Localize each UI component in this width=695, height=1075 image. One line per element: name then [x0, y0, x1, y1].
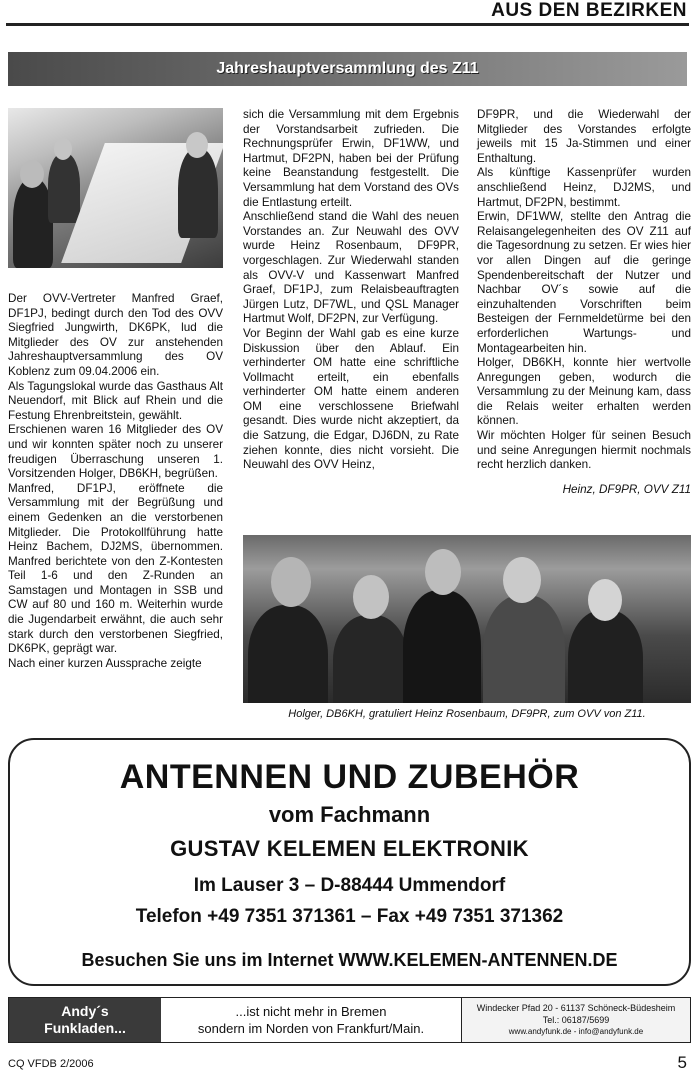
banner-message [161, 998, 461, 1042]
paragraph: DF9PR, und die Wiederwahl der Mitglieder des Vorstandes erfolgte jeweils mit 15 Ja-Stimmen und einer Enthaltung. [477, 108, 691, 165]
ad-headline: ANTENNEN UND ZUBEHÖR [119, 758, 580, 796]
paragraph: sich die Versammlung mit dem Ergebnis der Vorstandsarbeit zufrieden. Die Rechnungsprüfer Erwin, DF1WW, und Hartmut, DF2PN, haben bei der Prüfung keine Beanstandung festgestellt. Die Versammlung hat dem Vorstand des OVs die Entlastung erteilt. [243, 108, 459, 209]
paragraph: Nach einer kurzen Aussprache zeigte [8, 656, 202, 670]
section-title: AUS DEN BEZIRKEN [491, 0, 687, 21]
photo-caption: Holger, DB6KH, gratuliert Heinz Rosenbaum, DF9PR, zum OVV von Z11. [288, 708, 646, 720]
banner-address: Windecker Pfad 20 - 61137 Schöneck-Büdesheim [476, 1003, 676, 1013]
paragraph: Manfred, DF1PJ, eröffnete die Versammlung mit der Begrüßung und einem Gedenken an die verstorbenen Mitglieder. Die Protokollführung hatte Heinz Bachem, DJ2MS, übernommen. Manfred berichtete von den Z-Kontesten Teil 1-6 und den Z-Runden an Samstagen und Montagen in SSB und CW auf 80 und 160 m. Weiterhin wurde die Jugendarbeit erwähnt, die auch sehr stark durch den verstorbenen Siegfried, DK6PK, geprägt war. [8, 481, 223, 656]
article-headline: Jahreshauptversammlung des Z11 [216, 60, 479, 77]
advertisement-box [8, 738, 691, 986]
paragraph: Als künftige Kassenprüfer wurden anschließend Heinz, DJ2MS, und Hartmut, DF2PN, bestimmt. [477, 166, 691, 209]
banner-contact [461, 998, 690, 1042]
paragraph: Anschließend stand die Wahl des neuen Vorstandes an. Zur Neuwahl des OVV wurde Heinz Rosenbaum, DF9PR, vorgeschlagen. Zur Wiederwahl standen als OVV-V und Kassenwart Manfred Graef, DF1PJ, zum Relaisbeauftragten Jürgen Lutz, DF7WL, und QSL Manager Hartmut Wolf, DF2PN, zur Verfügung. [243, 210, 459, 326]
paragraph: Erwin, DF1WW, stellte den Antrag die Relaisangelegenheiten des OV Z11 auf die Tagesordnung zu setzen. Er wies hier vor allen Dingen auf die geringe Spendenbereitschaft der Nutzer und Nachbar OV´s sowie auf die einzuhaltenden Vorschriften beim Besteigen der Fernmeldetürme bei den erforderlichen Wartungs- und Montagearbeiten hin. [477, 210, 691, 355]
ad-company: GUSTAV KELEMEN ELEKTRONIK [170, 836, 529, 861]
publication-name: CQ VFDB 2/2006 [8, 1058, 94, 1070]
banner-logo-line2: Funkladen... [44, 1020, 126, 1036]
ad-address: Im Lauser 3 – D-88444 Ummendorf [193, 875, 506, 896]
banner-phone: Tel.: 06187/5699 [542, 1015, 610, 1025]
ad-website: Besuchen Sie uns im Internet WWW.KELEMEN-ANTENNEN.DE [81, 950, 618, 970]
ad-phone-fax: Telefon +49 7351 371361 – Fax +49 7351 371362 [135, 906, 564, 927]
article-column-2 [243, 108, 459, 473]
banner-message-line2: sondern im Norden von Frankfurt/Main. [197, 1021, 425, 1036]
article-column-3 [477, 108, 691, 497]
banner-web-email[interactable]: www.andyfunk.de - info@andyfunk.de [508, 1027, 644, 1036]
paragraph: Holger, DB6KH, konnte hier wertvolle Anregungen geben, wodurch die Versammlung zu der Meinung kam, dass die Relais weiter erhalten werden können. [477, 356, 691, 428]
top-rule [6, 23, 689, 26]
ad-subline: vom Fachmann [268, 802, 431, 827]
paragraph: Als Tagungslokal wurde das Gasthaus Alt Neuendorf, mit Blick auf Rhein und die Festung Ehrenbreitstein, gewählt. [8, 379, 223, 422]
banner-logo-line1: Andy´s [61, 1003, 109, 1019]
meeting-photo [8, 108, 223, 268]
article-signature: Heinz, DF9PR, OVV Z11 [562, 482, 691, 496]
funkladen-banner [8, 997, 691, 1043]
page-number: 5 [677, 1053, 687, 1072]
paragraph: Der OVV-Vertreter Manfred Graef, DF1PJ, bedingt durch den Tod des OVV Siegfried Jungwirth, DK6PK, lud die Mitglieder des OV zur anstehenden Jahreshauptversammlung des OV Koblenz zum 09.04.2006 ein. [8, 292, 223, 378]
banner-message-line1: ...ist nicht mehr in Bremen [235, 1004, 387, 1019]
headline-bar [8, 52, 687, 86]
paragraph: Erschienen waren 16 Mitglieder des OV und wir konnten später noch zu unserer freudigen Überraschung unseren 1. Vorsitzenden Holger, DB6KH, begrüßen. [8, 423, 223, 481]
article-column-1 [8, 292, 223, 671]
banner-logo [9, 998, 161, 1042]
group-photo [243, 535, 691, 703]
paragraph: Wir möchten Holger für seinen Besuch und seine Anregungen hiermit nochmals recht herzlich danken. [477, 429, 691, 472]
paragraph: Vor Beginn der Wahl gab es eine kurze Diskussion über den Ablauf. Ein verhinderter OM hatte eine schriftliche Vollmacht erteilt, ein ebenfalls verhinderter OM hatte einem anderen OM eine verschlossene Briefwahl gesandt. Dies wurde nicht akzeptiert, da die Satzung, die Edgar, DJ6DN, zu Rate ziehen konnte, dies nicht vorsieht. Die Neuwahl des OVV Heinz, [243, 326, 459, 472]
